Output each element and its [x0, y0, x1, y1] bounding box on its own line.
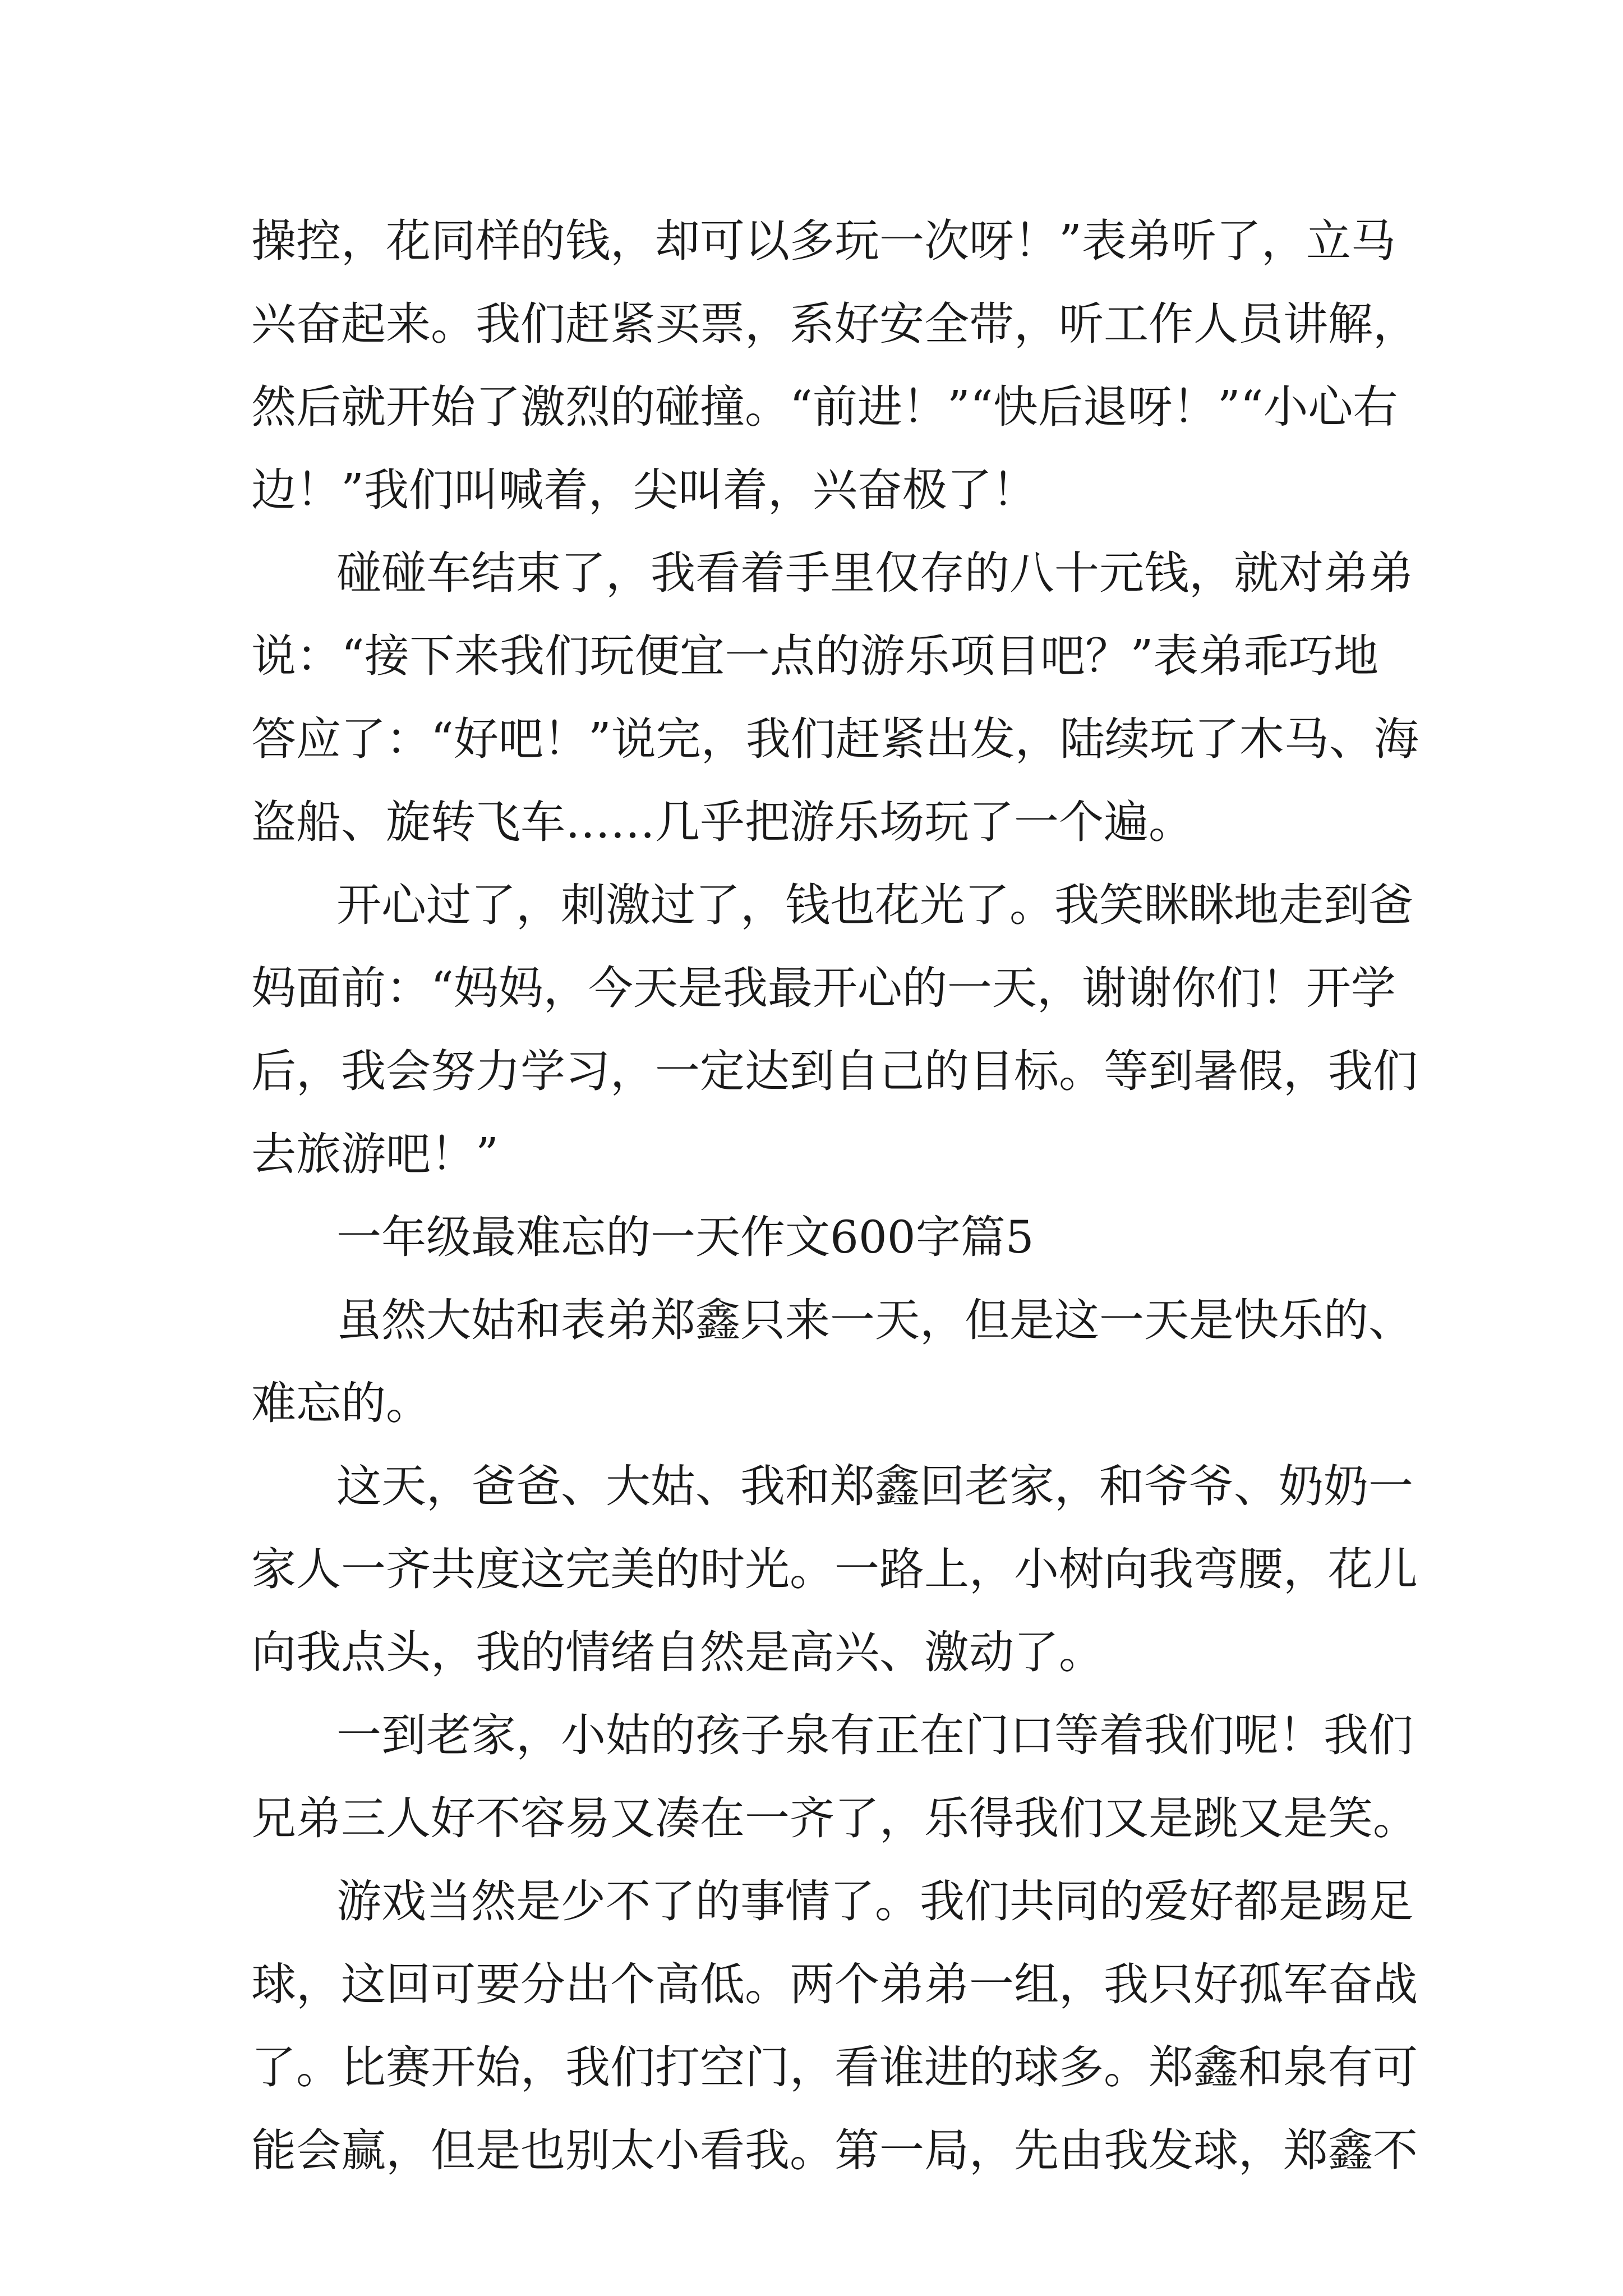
text-line: 难忘的。 [251, 1377, 431, 1429]
text-line: 这天，爸爸、大姑、我和郑鑫回老家，和爷爷、奶奶一 [336, 1460, 1413, 1512]
section-heading: 一年级最难忘的一天作文600字篇5 [336, 1211, 1034, 1263]
text-line: 家人一齐共度这完美的时光。一路上，小树向我弯腰，花儿 [251, 1543, 1418, 1595]
text-line: 操控，花同样的钱，却可以多玩一次呀！”表弟听了，立马 [251, 215, 1396, 267]
text-line: 答应了：“好吧！”说完，我们赶紧出发，陆续玩了木马、海 [251, 713, 1419, 765]
text-line: 游戏当然是少不了的事情了。我们共同的爱好都是踢足 [336, 1875, 1413, 1927]
text-line: 碰碰车结束了，我看着手里仅存的八十元钱，就对弟弟 [336, 547, 1413, 599]
text-line: 然后就开始了激烈的碰撞。“前进！”“快后退呀！”“小心右 [251, 381, 1398, 433]
text-line: 兴奋起来。我们赶紧买票，系好安全带，听工作人员讲解， [251, 298, 1418, 350]
essay-text [251, 200, 1419, 2192]
text-line: 边！”我们叫喊着，尖叫着，兴奋极了！ [251, 464, 1037, 516]
text-line: 一到老家，小姑的孩子泉有正在门口等着我们呢！我们 [336, 1709, 1413, 1761]
text-line: 虽然大姑和表弟郑鑫只来一天，但是这一天是快乐的、 [336, 1294, 1413, 1346]
text-line: 去旅游吧！” [251, 1128, 499, 1180]
text-line: 能会赢，但是也别太小看我。第一局，先由我发球，郑鑫不 [251, 2124, 1418, 2177]
text-line: 盗船、旋转飞车……几乎把游乐场玩了一个遍。 [251, 796, 1193, 848]
text-line: 开心过了，刺激过了，钱也花光了。我笑眯眯地走到爸 [336, 879, 1413, 931]
text-line: 妈面前：“妈妈，今天是我最开心的一天，谢谢你们！开学 [251, 962, 1396, 1014]
text-line: 向我点头，我的情绪自然是高兴、激动了。 [251, 1626, 1104, 1678]
text-line: 了。比赛开始，我们打空门，看谁进的球多。郑鑫和泉有可 [251, 2041, 1418, 2093]
text-line: 说：“接下来我们玩便宜一点的游乐项目吧？”表弟乖巧地 [251, 630, 1378, 682]
text-line: 后，我会努力学习，一定达到自己的目标。等到暑假，我们 [251, 1045, 1418, 1097]
text-line: 球，这回可要分出个高低。两个弟弟一组，我只好孤军奋战 [251, 1958, 1418, 2010]
text-line: 兄弟三人好不容易又凑在一齐了，乐得我们又是跳又是笑。 [251, 1792, 1418, 1844]
